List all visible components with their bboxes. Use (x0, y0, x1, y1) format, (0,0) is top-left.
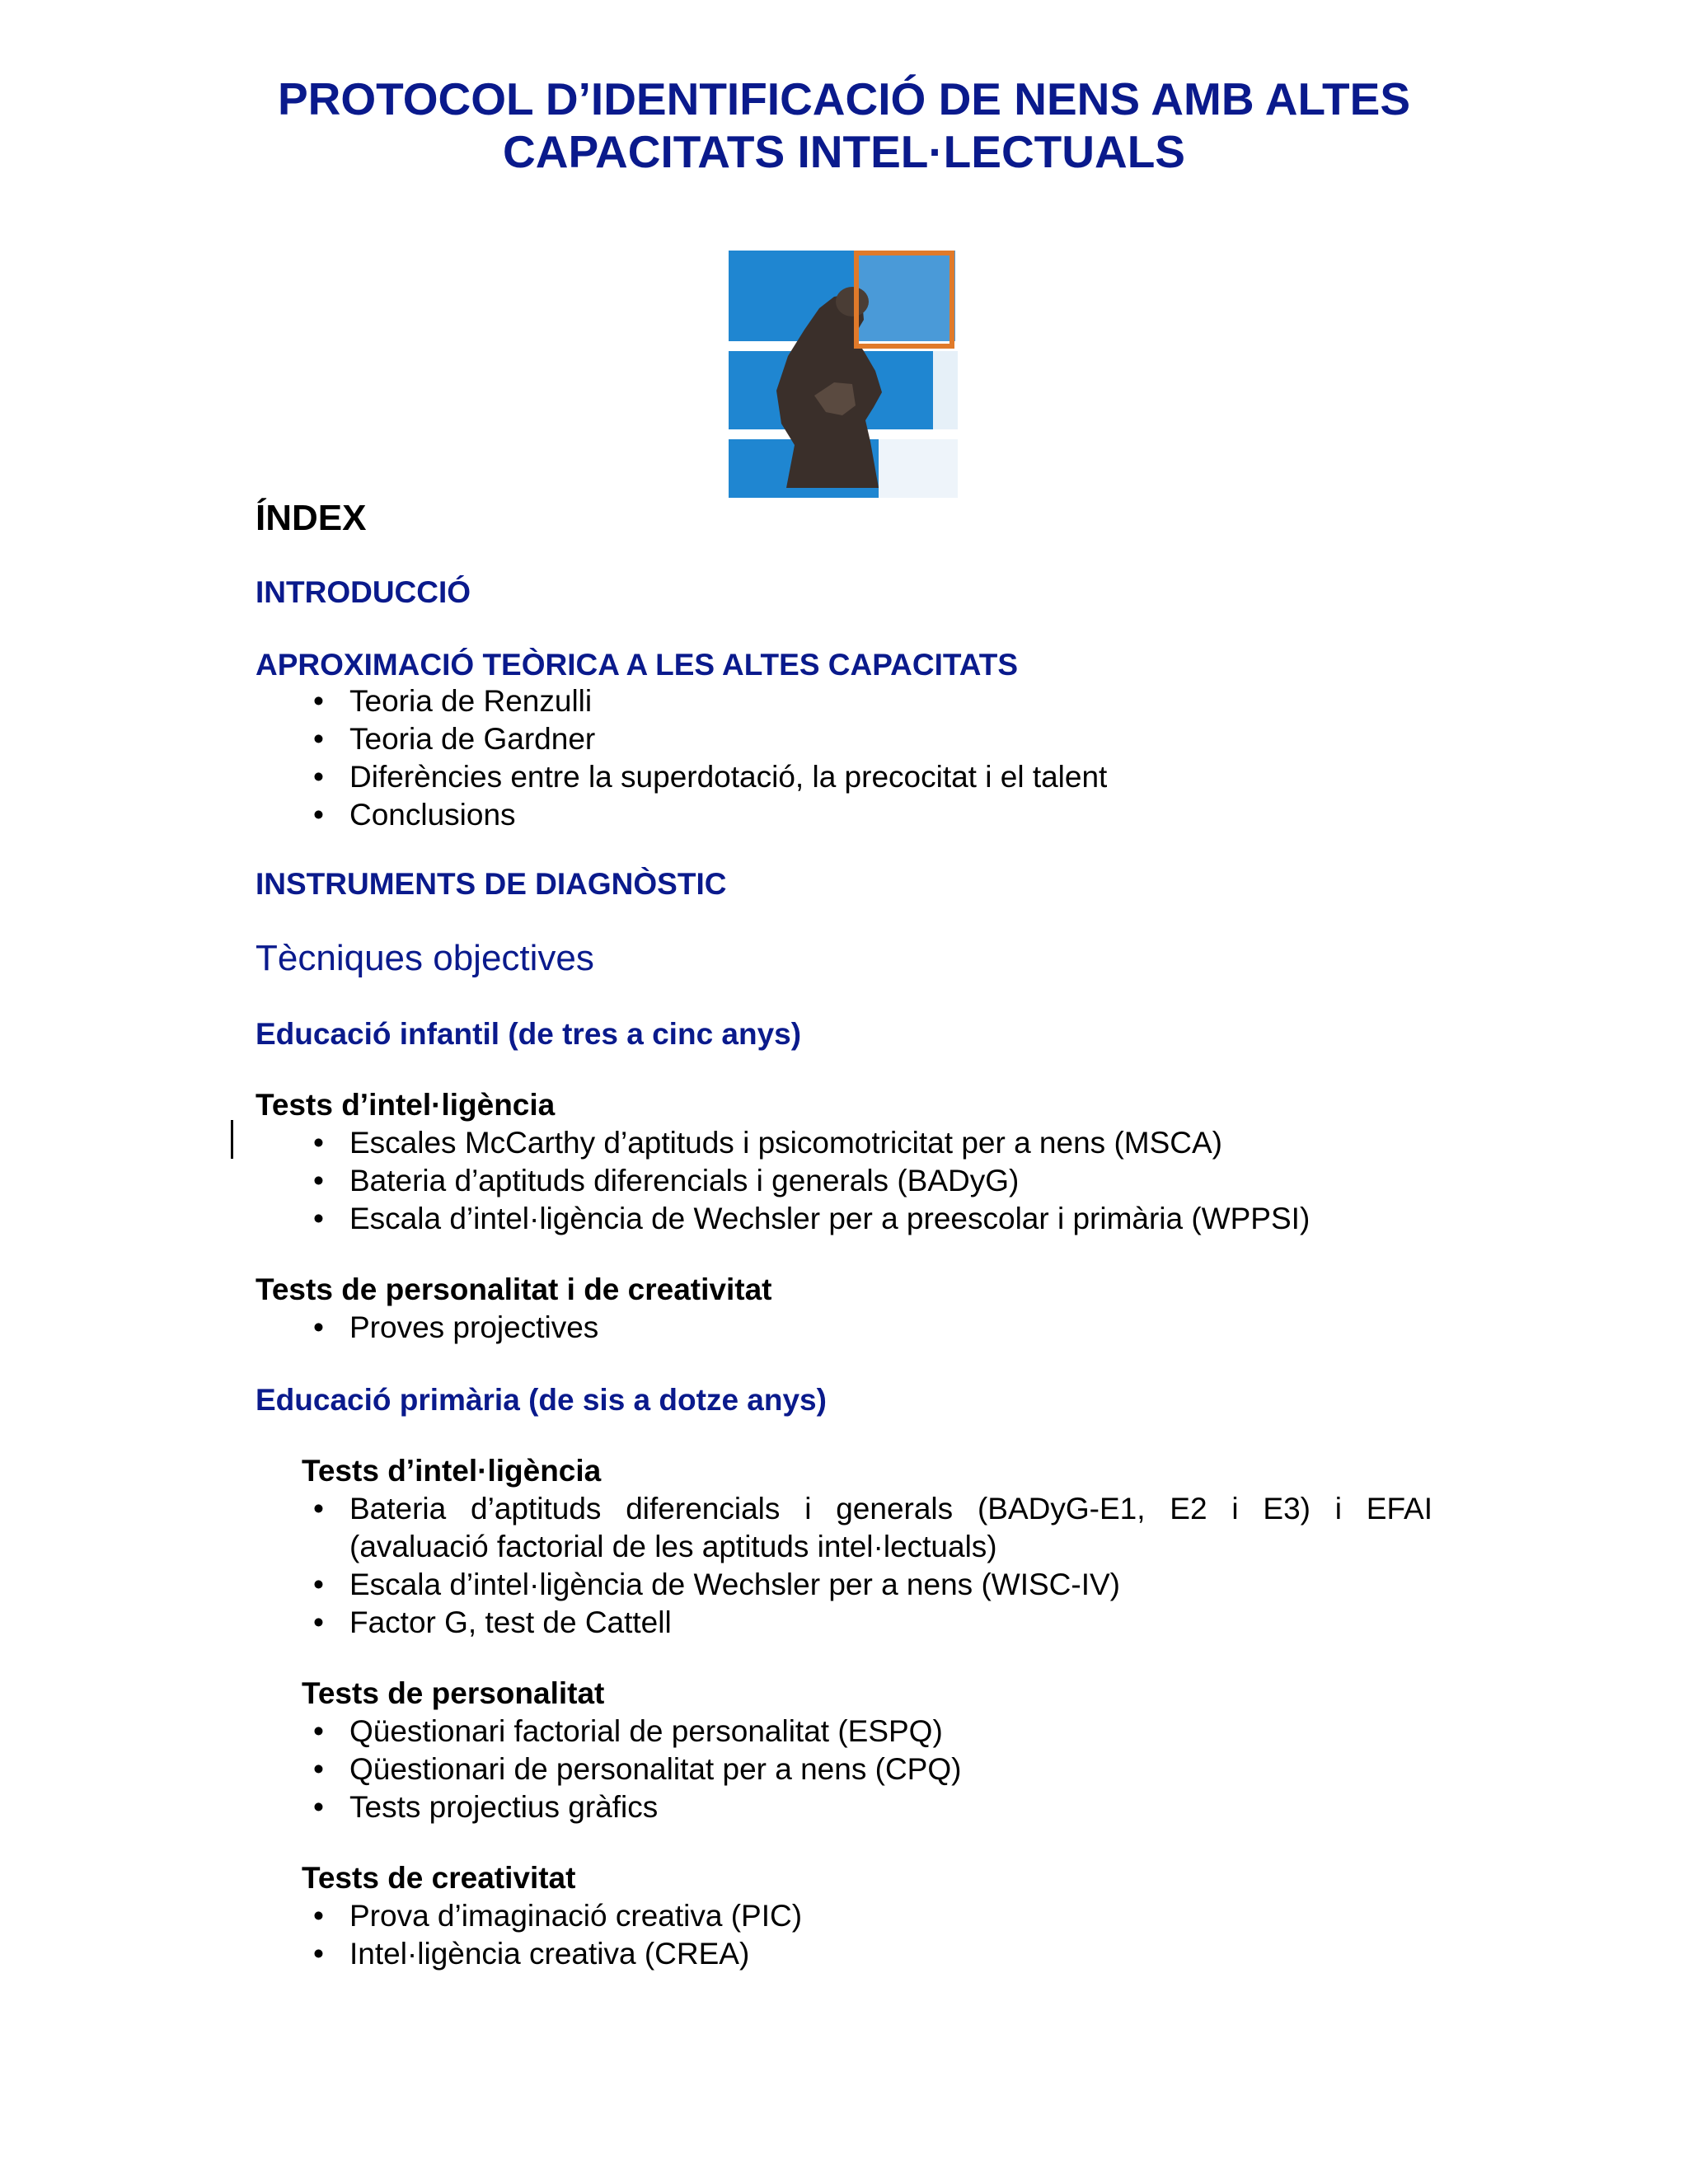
list-item-continuation: (avaluació factorial de les aptituds intel·lectuals) (349, 1530, 997, 1563)
list-item: Qüestionari factorial de personalitat (ESPQ) (349, 1714, 943, 1748)
toc-link-educacio-primaria[interactable]: Educació primària (de sis a dotze anys) (256, 1383, 827, 1417)
list-item: Bateria d’aptituds diferencials i generals (BADyG) (349, 1164, 1020, 1197)
list-item: Teoria de Renzulli (349, 684, 593, 718)
list-item: Prova d’imaginació creativa (PIC) (349, 1899, 803, 1933)
list-item: Diferències entre la superdotació, la precocitat i el talent (349, 760, 1108, 794)
primaria-pers-heading: Tests de personalitat (302, 1676, 605, 1710)
aproximacio-list (0, 684, 1688, 832)
toc-link-educacio-infantil[interactable]: Educació infantil (de tres a cinc anys) (256, 1017, 802, 1051)
primaria-creat-list (0, 1899, 1688, 1975)
section-tecniques-objectives: Tècniques objectives (256, 938, 594, 978)
primaria-intel-heading: Tests d’intel·ligència (302, 1454, 602, 1488)
toc-link-introduccio[interactable]: INTRODUCCIÓ (256, 575, 471, 609)
infantil-intel-list (0, 1126, 1688, 1241)
infantil-pers-list (0, 1310, 1688, 1348)
list-item-line: Bateria d’aptituds diferencials i generals (BADyG-E1, E2 i E3) i EFAI (349, 1492, 1432, 1526)
document-title-line1: PROTOCOL D’IDENTIFICACIÓ DE NENS AMB ALTES (277, 73, 1411, 124)
list-item: Proves projectives (349, 1310, 599, 1344)
bullet-icon: • (313, 1752, 324, 1786)
list-item: Conclusions (349, 798, 516, 832)
primaria-creat-heading: Tests de creativitat (302, 1861, 576, 1895)
infantil-intel-heading: Tests d’intel·ligència (256, 1088, 556, 1122)
index-heading: ÍNDEX (256, 498, 367, 538)
list-item: Factor G, test de Cattell (349, 1605, 672, 1639)
bullet-icon: • (313, 1568, 324, 1601)
bullet-icon: • (313, 722, 324, 756)
list-item: Teoria de Gardner (349, 722, 596, 756)
toc-link-aproximacio[interactable]: APROXIMACIÓ TEÒRICA A LES ALTES CAPACITATS (256, 648, 1018, 682)
list-item: Tests projectius gràfics (349, 1790, 659, 1824)
list-item: Qüestionari de personalitat per a nens (CPQ) (349, 1752, 962, 1786)
bullet-icon: • (313, 1492, 324, 1526)
bullet-icon: • (313, 1202, 324, 1235)
toc-link-instruments[interactable]: INSTRUMENTS DE DIAGNÒSTIC (256, 867, 727, 901)
bullet-icon: • (313, 1126, 324, 1160)
bullet-icon: • (313, 1164, 324, 1197)
bullet-icon: • (313, 1605, 324, 1639)
bullet-icon: • (313, 684, 324, 718)
bullet-icon: • (313, 1937, 324, 1971)
bullet-icon: • (313, 1714, 324, 1748)
bullet-icon: • (313, 1899, 324, 1933)
infantil-pers-heading: Tests de personalitat i de creativitat (256, 1272, 772, 1306)
list-item: Intel·ligència creativa (CREA) (349, 1937, 750, 1971)
bullet-icon: • (313, 760, 324, 794)
bullet-icon: • (313, 1790, 324, 1824)
bullet-icon: • (313, 1310, 324, 1344)
bullet-icon: • (313, 798, 324, 832)
list-item: Escala d’intel·ligència de Wechsler per a preescolar i primària (WPPSI) (349, 1202, 1311, 1235)
list-item: Escala d’intel·ligència de Wechsler per a nens (WISC-IV) (349, 1568, 1120, 1601)
list-item: Escales McCarthy d’aptituds i psicomotricitat per a nens (MSCA) (349, 1126, 1222, 1160)
thinker-logo-icon (729, 251, 958, 498)
document-title-line2: CAPACITATS INTEL·LECTUALS (503, 126, 1185, 177)
primaria-pers-list (0, 1714, 1688, 1830)
primaria-intel-list (0, 1492, 1688, 1648)
